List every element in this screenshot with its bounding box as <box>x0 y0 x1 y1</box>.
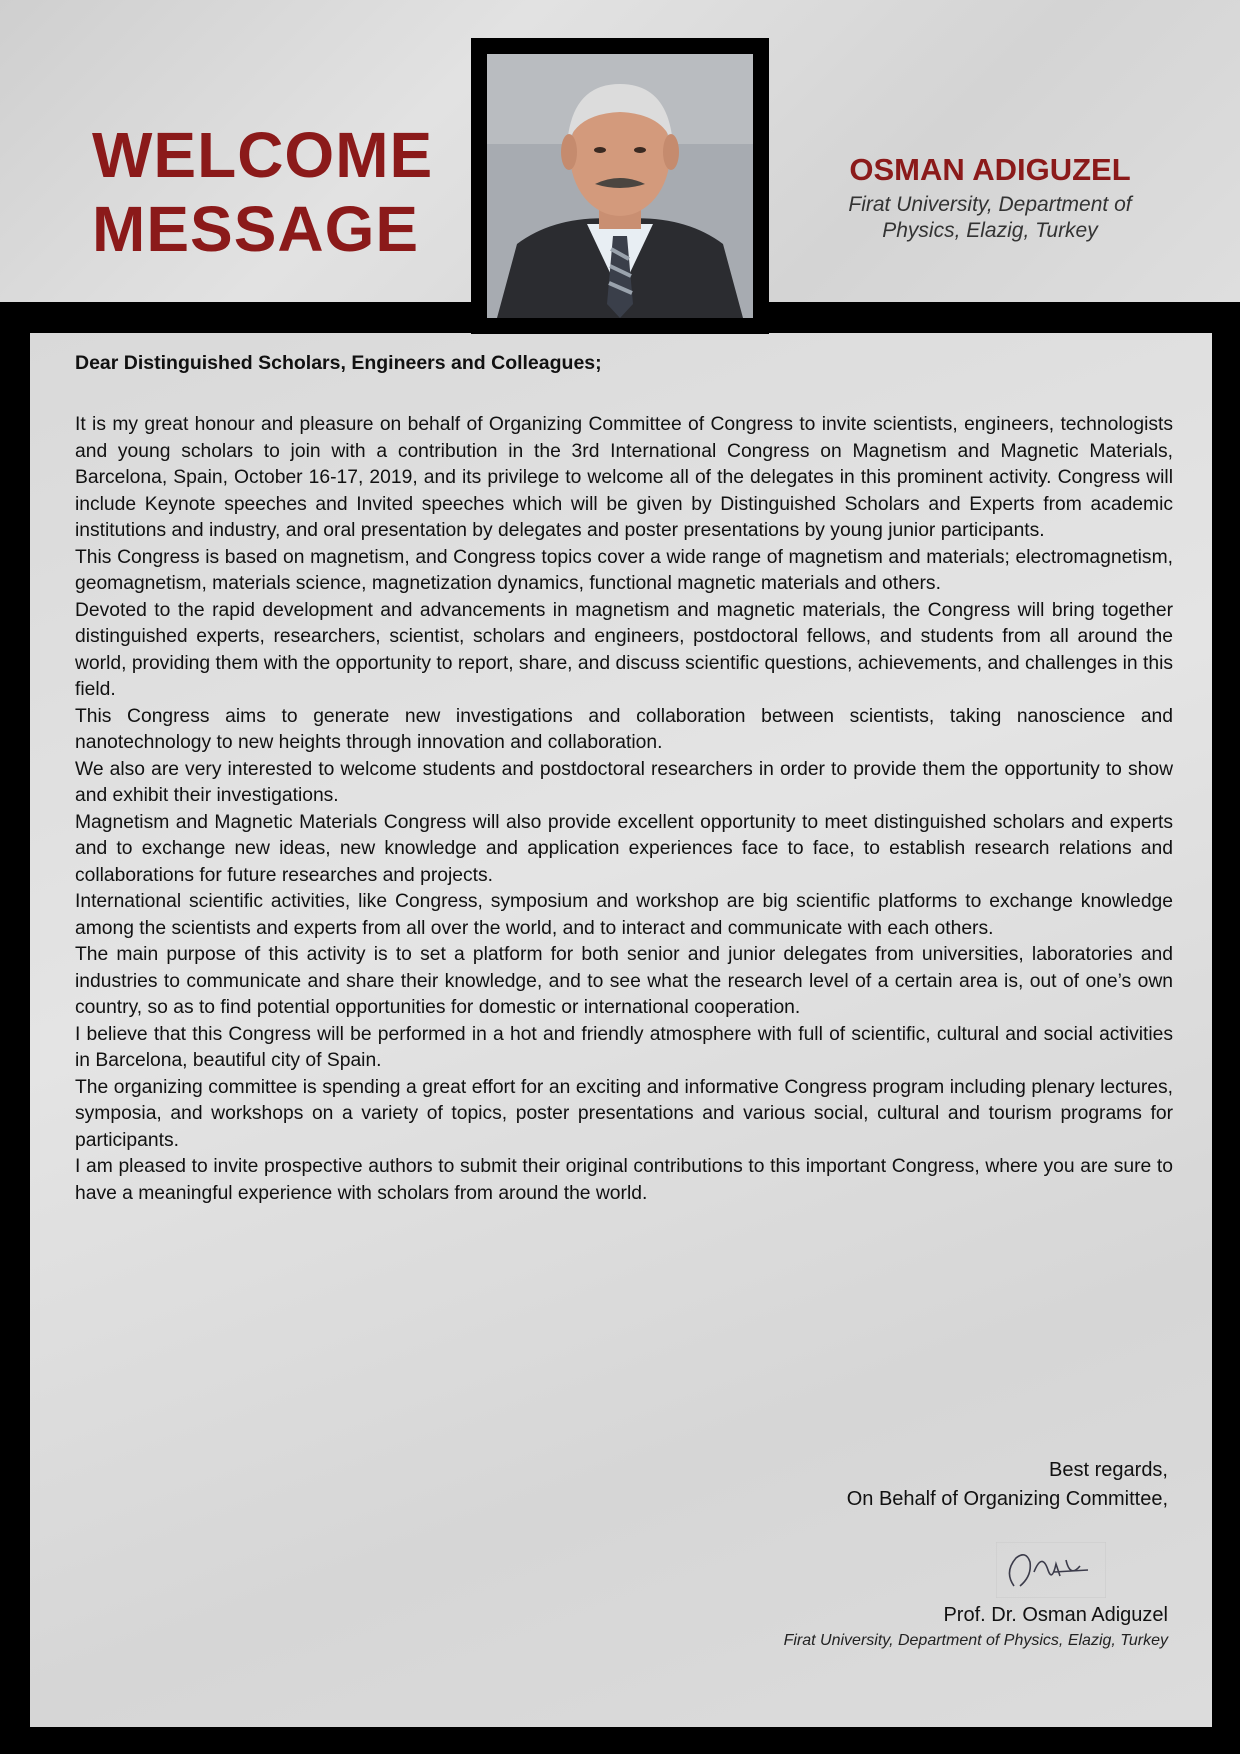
closing-regards: Best regards, <box>1049 1459 1168 1481</box>
paragraph: It is my great honour and pleasure on behalf of Organizing Committee of Congress to invite scientists, engineers, technologists and young scholars to join with a contribution in the 3rd International Congress on Magnetism and Magnetic Materials, Barcelona, Spain, October 16-17, 2019, and its privilege to welcome all of the delegates in this prominent activity. Congress will include Keynote speeches and Invited speeches which will be given by Distinguished Scholars and Experts from academic institutions and industry, and oral presentation by delegates and poster presentations by young junior participants. <box>75 414 1173 541</box>
greeting: Dear Distinguished Scholars, Engineers and Colleagues; <box>75 352 602 374</box>
paragraph: The organizing committee is spending a great effort for an exciting and informative Congress program including plenary lectures, symposia, and workshops on a variety of topics, poster presentations and various social, cultural and tourism programs for participants. <box>75 1076 1173 1151</box>
paragraph: The main purpose of this activity is to set a platform for both senior and junior delegates from universities, laboratories and industries to communicate and share their knowledge, and to see what the research level of a certain area is, out of one’s own country, so as to find potential opportunities for domestic or international cooperation. <box>75 944 1173 1018</box>
speaker-name: OSMAN ADIGUZEL <box>849 152 1131 187</box>
closing <box>847 1456 1168 1514</box>
page-title <box>92 118 433 266</box>
signer-name: Prof. Dr. Osman Adiguzel <box>943 1604 1168 1626</box>
portrait-illustration <box>487 54 753 318</box>
paragraph: Magnetism and Magnetic Materials Congress will also provide excellent opportunity to meet distinguished scholars and experts and to exchange new ideas, new knowledge and application experiences face to face, to establish research relations and collaborations for future researches and projects. <box>75 811 1173 886</box>
paragraph: We also are very interested to welcome students and postdoctoral researchers in order to provide them the opportunity to show and exhibit their investigations. <box>75 758 1173 806</box>
signature-image <box>996 1542 1106 1598</box>
title-line-2: MESSAGE <box>92 193 420 265</box>
portrait-photo <box>487 54 753 318</box>
signer-affiliation: Firat University, Department of Physics, Elazig, Turkey <box>783 1632 1168 1649</box>
paragraph: This Congress aims to generate new investigations and collaboration between scientists, taking nanoscience and nanotechnology to new heights through innovation and collaboration. <box>75 705 1173 753</box>
portrait-frame <box>471 38 769 334</box>
closing-on-behalf: On Behalf of Organizing Committee, <box>846 1488 1168 1510</box>
speaker-info <box>780 152 1200 244</box>
speaker-affiliation <box>780 192 1200 244</box>
letter-body <box>75 412 1173 1207</box>
paragraph: I believe that this Congress will be performed in a hot and friendly atmosphere with full of scientific, cultural and social activities in Barcelona, beautiful city of Spain. <box>75 1023 1173 1071</box>
paragraph: This Congress is based on magnetism, and Congress topics cover a wide range of magnetism and materials; electromagnetism, geomagnetism, materials science, magnetization dynamics, functional magnetic materials and others. <box>75 546 1173 594</box>
speaker-affiliation-line-1: Firat University, Department of <box>848 193 1132 216</box>
title-line-1: WELCOME <box>92 119 434 191</box>
paragraph: I am pleased to invite prospective authors to submit their original contributions to this important Congress, where you are sure to have a meaningful experience with scholars from around the world. <box>75 1156 1173 1204</box>
paragraph: International scientific activities, like Congress, symposium and workshop are big scientific platforms to exchange knowledge among the scientists and experts from all over the world, and to interact and communicate with each others. <box>75 891 1173 939</box>
speaker-affiliation-line-2: Physics, Elazig, Turkey <box>882 219 1098 242</box>
paragraph: Devoted to the rapid development and advancements in magnetism and magnetic materials, the Congress will bring together distinguished experts, researchers, scientist, scholars and engineers, postdoctoral fellows, and students from all around the world, providing them with the opportunity to report, share, and discuss scientific questions, achievements, and challenges in this field. <box>75 599 1173 700</box>
